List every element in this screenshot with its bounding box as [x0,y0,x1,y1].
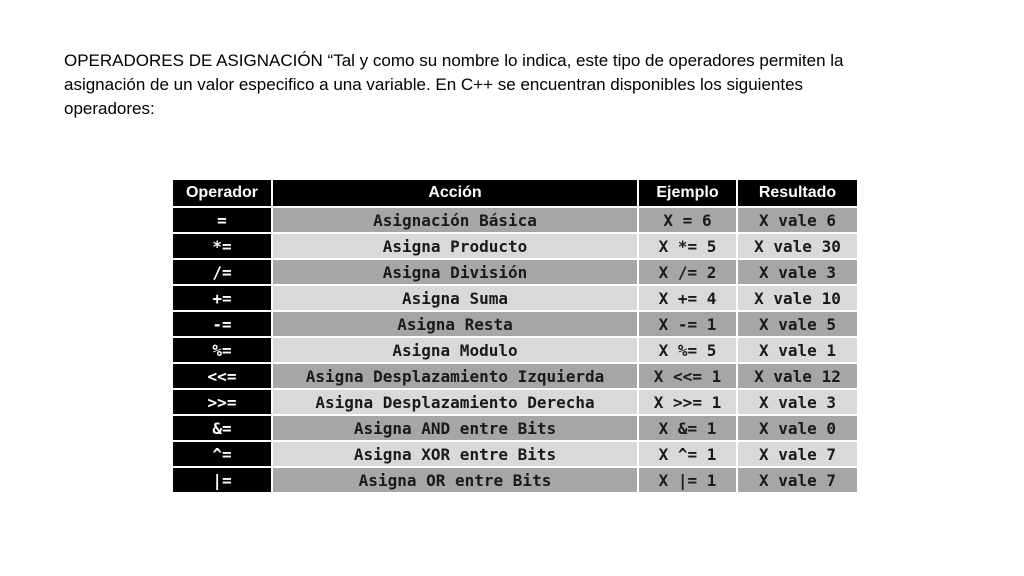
result-cell: X vale 30 [737,233,858,259]
table-row [172,467,858,493]
result-cell: X vale 7 [737,467,858,493]
table-row [172,207,858,233]
header-action: Acción [272,179,638,207]
result-cell: X vale 3 [737,389,858,415]
operator-cell: = [172,207,272,233]
example-cell: X /= 2 [638,259,737,285]
action-cell: Asigna AND entre Bits [272,415,638,441]
example-cell: X >>= 1 [638,389,737,415]
table-row [172,389,858,415]
operator-cell: ^= [172,441,272,467]
example-cell: X = 6 [638,207,737,233]
example-cell: X &= 1 [638,415,737,441]
action-cell: Asignación Básica [272,207,638,233]
operator-cell: /= [172,259,272,285]
action-cell: Asigna XOR entre Bits [272,441,638,467]
operator-cell: >>= [172,389,272,415]
example-cell: X ^= 1 [638,441,737,467]
action-cell: Asigna Producto [272,233,638,259]
result-cell: X vale 6 [737,207,858,233]
result-cell: X vale 10 [737,285,858,311]
result-cell: X vale 12 [737,363,858,389]
example-cell: X %= 5 [638,337,737,363]
result-cell: X vale 5 [737,311,858,337]
table-row [172,259,858,285]
table-row [172,233,858,259]
table-row [172,337,858,363]
example-cell: X *= 5 [638,233,737,259]
table-row [172,415,858,441]
table-row [172,285,858,311]
operator-cell: %= [172,337,272,363]
action-cell: Asigna OR entre Bits [272,467,638,493]
example-cell: X += 4 [638,285,737,311]
example-cell: X -= 1 [638,311,737,337]
header-operator: Operador [172,179,272,207]
action-cell: Asigna Resta [272,311,638,337]
example-cell: X |= 1 [638,467,737,493]
intro-paragraph: OPERADORES DE ASIGNACIÓN “Tal y como su nombre lo indica, este tipo de operadores permiten la asignación de un valor especifico a una variable. En C++ se encuentran disponibles los siguientes operadores: [64,51,844,118]
action-cell: Asigna Suma [272,285,638,311]
header-result: Resultado [737,179,858,207]
table-row [172,311,858,337]
table-row [172,363,858,389]
action-cell: Asigna Desplazamiento Derecha [272,389,638,415]
operator-cell: |= [172,467,272,493]
result-cell: X vale 1 [737,337,858,363]
action-cell: Asigna Desplazamiento Izquierda [272,363,638,389]
header-example: Ejemplo [638,179,737,207]
result-cell: X vale 7 [737,441,858,467]
action-cell: Asigna División [272,259,638,285]
assignment-operators-table [171,178,859,494]
table-header-row [172,179,858,207]
operator-cell: <<= [172,363,272,389]
operator-cell: += [172,285,272,311]
operator-cell: -= [172,311,272,337]
result-cell: X vale 3 [737,259,858,285]
action-cell: Asigna Modulo [272,337,638,363]
result-cell: X vale 0 [737,415,858,441]
example-cell: X <<= 1 [638,363,737,389]
operator-cell: *= [172,233,272,259]
operator-cell: &= [172,415,272,441]
table-row [172,441,858,467]
